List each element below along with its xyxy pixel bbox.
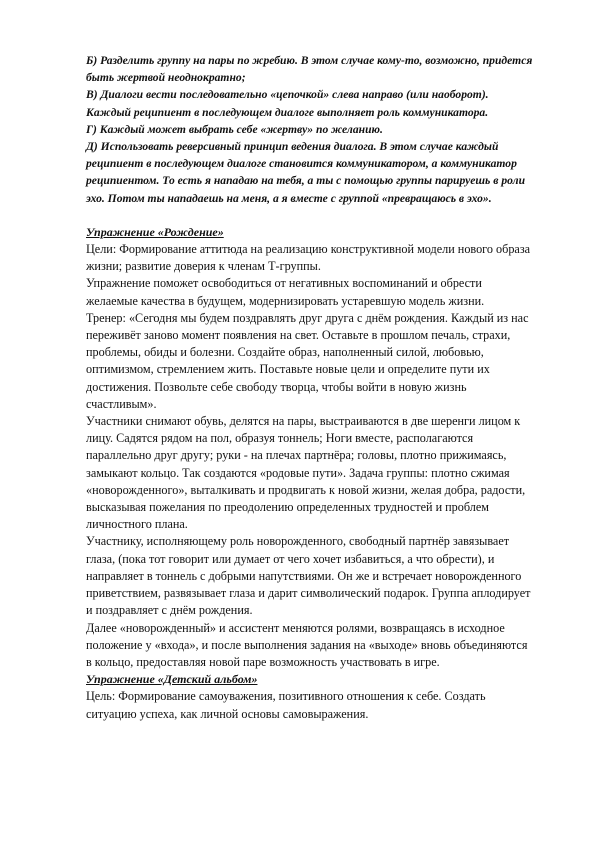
exercise-album-title: Упражнение «Детский альбом» xyxy=(86,672,258,687)
paragraph-newborn: Участнику, исполняющему роль новорожденного, свободный партнёр завязывает глаза, (пока тот говорит или думает от чего хочет избавиться, а что обрести), и направляет в тоннель с добрыми напутствиями. Он же и встречает новорожденного приветствием, развязывает глаза и дарит символический подарок. Группа аплодирует и поздравляет с днём рождения. xyxy=(86,534,531,618)
paragraph-purpose: Упражнение поможет освободиться от негативных воспоминаний и обрести желаемые качества в будущем, модернизировать устаревшую модель жизни. xyxy=(86,276,485,308)
paragraph-trainer: Тренер: «Сегодня мы будем поздравлять друг друга с днём рождения. Каждый из нас переживёт заново момент появления на свет. Оставьте в прошлом печаль, страхи, проблемы, обиды и болезни. Создайте образ, наполненный силой, любовью, оптимизмом, стремлением жить. Поставьте новые цели и определите пути их достижения. Позвольте себе свободу творца, чтобы войти в новую жизнь счастливым». xyxy=(86,310,529,411)
intro-option-g: Г) Каждый может выбрать себе «жертву» по желанию. xyxy=(86,122,383,136)
exercise-album-body xyxy=(86,688,536,722)
paragraph-album-goal: Цель: Формирование самоуважения, позитивного отношения к себе. Создать ситуацию успеха, как личной основы самовыражения. xyxy=(86,689,486,721)
exercise-birth-title: Упражнение «Рождение» xyxy=(86,224,224,239)
paragraph-goals: Цели: Формирование аттитюда на реализацию конструктивной модели нового образа жизни; развитие доверия к членам Т-группы. xyxy=(86,242,531,274)
paragraph-participants: Участники снимают обувь, делятся на пары, выстраиваются в две шеренги лицом к лицу. Садятся рядом на пол, образуя тоннель; Ноги вместе, располагаются параллельно друг другу; руки - на плечах партнёра; головы, плотно прижимаясь, замыкают кольцо. Так создаются «родовые пути». Задача группы: плотно сжимая «новорожденного», выталкивать и продвигать к новой жизни, желая добра, радости, высказывая пожелания по преодолению определенных трудностей и проблем личностного плана. xyxy=(86,414,526,532)
intro-option-d: Д) Использовать реверсивный принцип ведения диалога. В этом случае каждый реципиент в последующем диалоге становится коммуникатором, а коммуникатор реципиентом. То есть я нападаю на тебя, а ты с помощью группы парируешь в роли эхо. Потом ты нападаешь на меня, а я вместе с группой «превращаюсь в эхо». xyxy=(86,140,526,205)
blank-line xyxy=(86,207,536,224)
document-page xyxy=(86,52,536,723)
paragraph-roles: Далее «новорожденный» и ассистент меняются ролями, возвращаясь в исходное положение у «входа», и после выполнения задания на «выходе» вновь объединяются в кольцо, предоставляя новой паре возможность участвовать в игре. xyxy=(86,620,528,669)
intro-option-v: В) Диалоги вести последовательно «цепочкой» слева направо (или наоборот). Каждый реципиент в последующем диалоге выполняет роль коммуникатора. xyxy=(86,88,489,119)
intro-options xyxy=(86,52,536,207)
exercise-birth-body xyxy=(86,241,536,671)
intro-option-b: Б) Разделить группу на пары по жребию. В этом случае кому-то, возможно, придется быть жертвой неоднократно; xyxy=(86,54,533,85)
